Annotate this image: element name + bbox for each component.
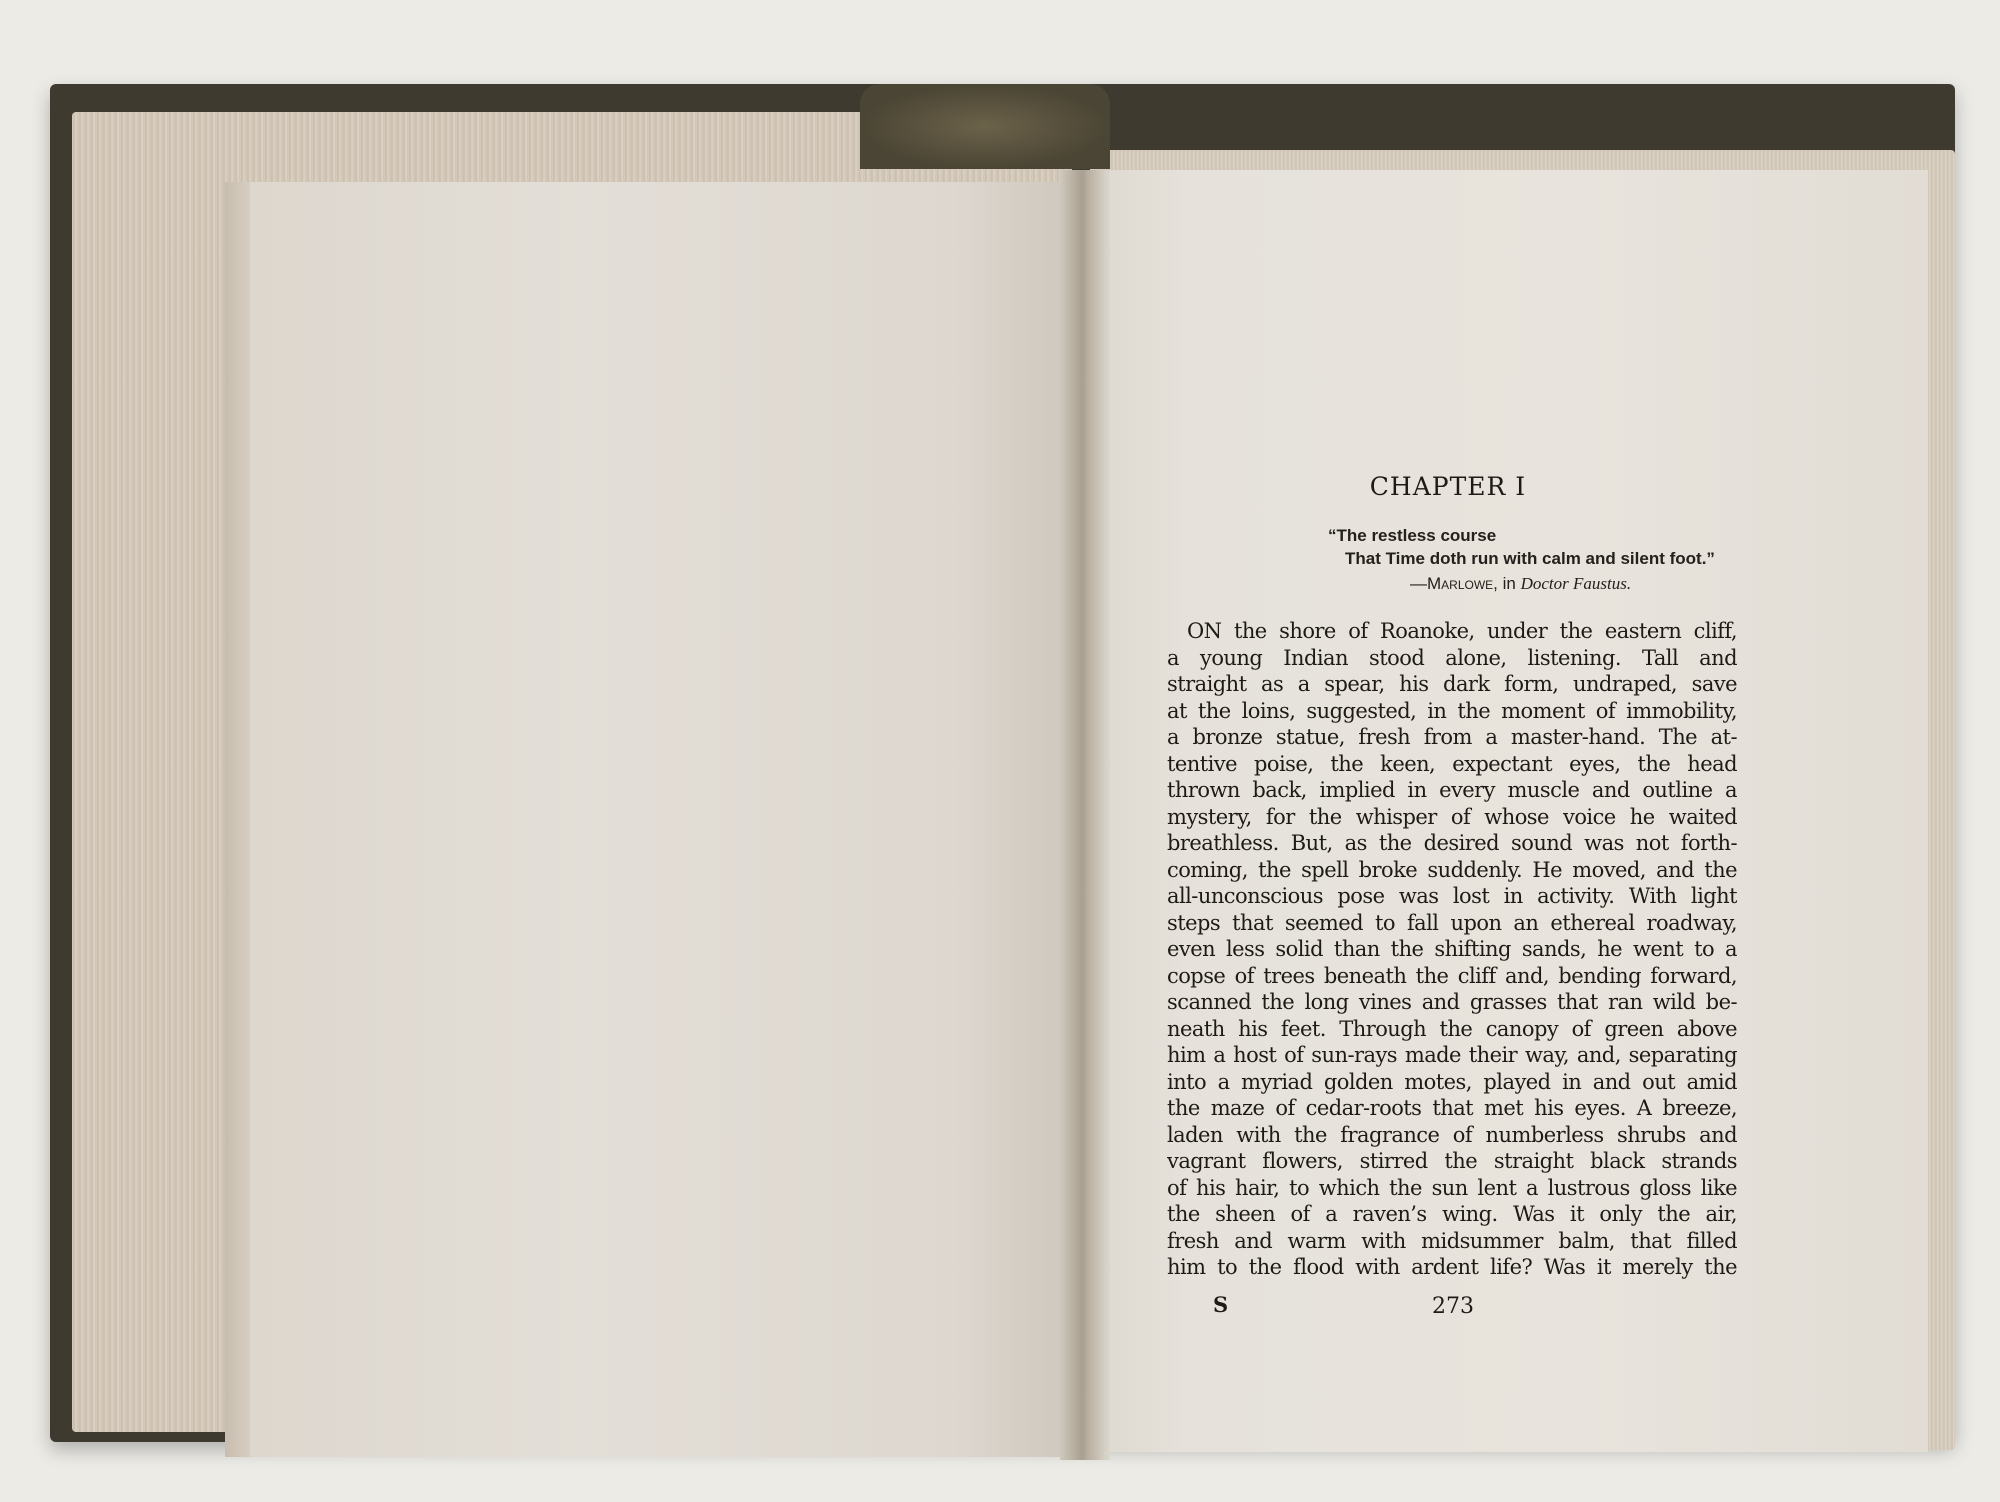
body-line: him a host of sun-rays made their way, and, separating <box>1167 1043 1737 1067</box>
body-line: even less solid than the shifting sands, he went to a <box>1167 937 1737 961</box>
body-line: the maze of cedar-roots that met his eyes. A breeze, <box>1167 1096 1737 1120</box>
body-line: copse of trees beneath the cliff and, bending forward, <box>1167 963 1737 988</box>
book-gutter <box>1060 170 1110 1460</box>
body-line: tentive poise, the keen, expectant eyes, the head <box>1167 751 1737 776</box>
body-line: vagrant flowers, stirred the straight black strands <box>1167 1149 1737 1173</box>
body-line: the sheen of a raven’s wing. Was it only the air, <box>1167 1202 1737 1226</box>
body-line: mystery, for the whisper of whose voice he waited <box>1167 804 1737 829</box>
body-line: fresh and warm with midsummer balm, that filled <box>1167 1228 1737 1253</box>
body-line: laden with the fragrance of numberless shrubs and <box>1167 1122 1737 1147</box>
body-line: into a myriad golden motes, played in and out amid <box>1167 1069 1737 1094</box>
body-line: steps that seemed to fall upon an ethereal roadway, <box>1167 910 1737 935</box>
body-line: of his hair, to which the sun lent a lustrous gloss like <box>1167 1175 1737 1200</box>
body-line: thrown back, implied in every muscle and outline a <box>1167 778 1737 802</box>
spine-wear <box>860 84 1110 169</box>
body-line: scanned the long vines and grasses that ran wild be- <box>1167 990 1737 1014</box>
chapter-title: CHAPTER I <box>1369 472 1527 501</box>
epigraph-line-1: “The restless course <box>1328 526 1497 545</box>
body-line: him to the flood with ardent life? Was it merely the <box>1167 1255 1737 1279</box>
body-line: breathless. But, as the desired sound was not forth- <box>1167 831 1737 855</box>
body-line: neath his feet. Through the canopy of green above <box>1167 1016 1737 1041</box>
body-line: ON the shore of Roanoke, under the eastern cliff, <box>1187 619 1737 643</box>
body-line: a bronze statue, fresh from a master-hand. The at- <box>1167 725 1737 749</box>
body-line: a young Indian stood alone, listening. Tall and <box>1167 645 1737 670</box>
epigraph-attribution: —Marlowe, in Doctor Faustus. <box>1410 574 1632 593</box>
body-line: straight as a spear, his dark form, undraped, save <box>1167 672 1737 696</box>
page-number: 273 <box>1432 1294 1474 1319</box>
body-line: coming, the spell broke suddenly. He moved, and the <box>1167 857 1737 882</box>
signature-mark: S <box>1213 1292 1229 1317</box>
body-line: all-unconscious pose was lost in activity. With light <box>1167 884 1737 908</box>
chapter-body-text <box>1167 618 1737 1281</box>
left-page-blank <box>250 182 1080 1457</box>
body-line: at the loins, suggested, in the moment of immobility, <box>1167 698 1737 723</box>
epigraph-line-2: That Time doth run with calm and silent foot.” <box>1345 549 1715 568</box>
